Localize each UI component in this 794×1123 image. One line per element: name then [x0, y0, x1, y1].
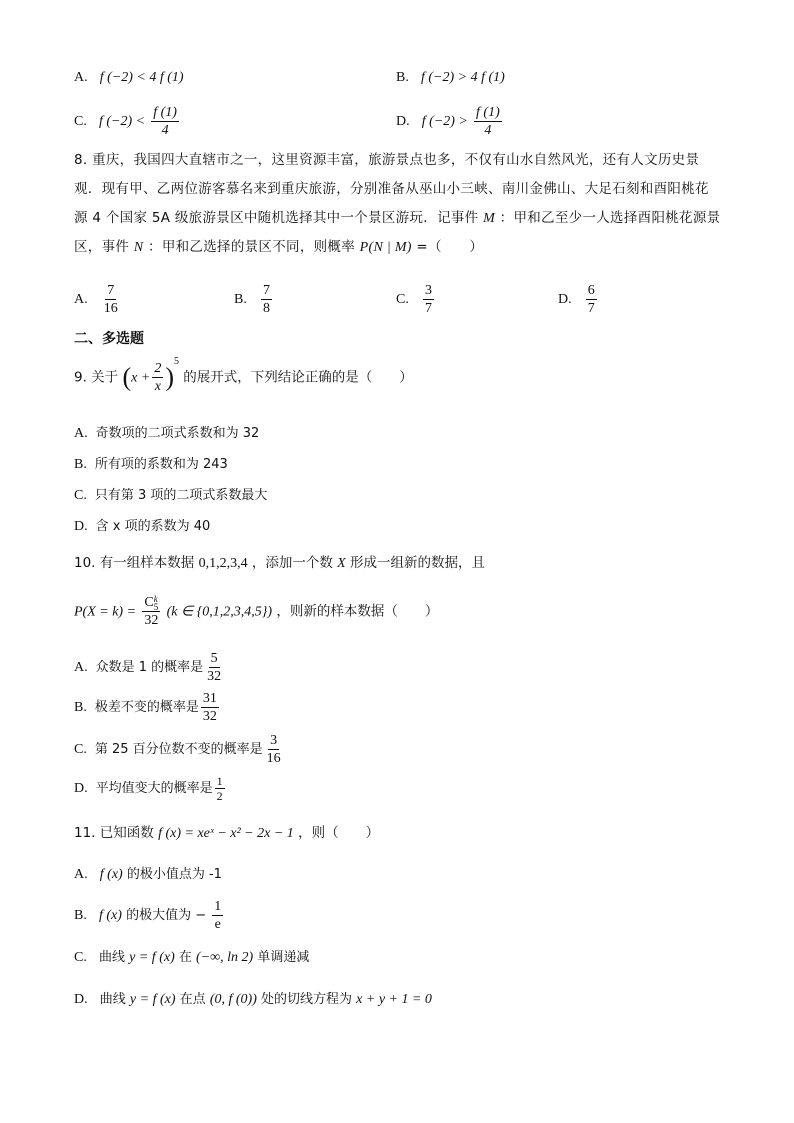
math-expression: f (−2) < 4 f (1) — [99, 70, 184, 85]
text: ，添加一个数 — [251, 555, 333, 571]
fraction-numerator: 1 — [216, 774, 223, 788]
option-label: B. — [74, 700, 87, 715]
math-expression: f (x) — [99, 867, 123, 882]
fraction-numerator: 7 — [262, 283, 270, 298]
text: ，则（ ） — [298, 825, 380, 841]
q8-line-3 — [74, 204, 724, 233]
fraction-numerator: 31 — [202, 691, 217, 706]
option-label: D. — [74, 992, 88, 1007]
q10-option-b — [74, 690, 221, 725]
q7-option-d — [396, 104, 504, 139]
option-text: 处的切线方程为 — [261, 992, 353, 1007]
q10-option-a — [74, 650, 225, 685]
math-expression: (k ∈ {0,1,2,3,4,5}) — [166, 604, 273, 620]
option-label: C. — [74, 114, 87, 129]
fraction-denominator: 4 — [484, 123, 492, 138]
math-expression: P(X = k) = — [74, 604, 137, 620]
point: (0, f (0)) — [209, 992, 257, 1007]
fraction-denominator: 7 — [424, 301, 432, 316]
text: ：甲和乙选择的景区不同，则概率 — [148, 239, 356, 255]
fraction — [205, 650, 223, 685]
fraction-numerator: 2 — [154, 361, 162, 376]
variable-x: X — [337, 556, 346, 571]
option-label: A. — [74, 70, 88, 85]
option-text: 曲线 — [98, 950, 125, 965]
fraction — [212, 898, 223, 933]
fraction — [586, 282, 597, 317]
option-label: C. — [74, 742, 87, 757]
option-label: B. — [74, 908, 87, 923]
option-label: C. — [74, 950, 87, 965]
math-expression: f (−2) > — [421, 114, 468, 129]
math-expression: x + — [131, 370, 151, 386]
binomial-c: C — [144, 595, 154, 610]
question-10-line-1 — [74, 551, 485, 572]
option-text: 含 x 项的系数为 40 — [95, 519, 211, 534]
q8-option-a — [74, 282, 122, 317]
fraction-denominator: 2 — [216, 789, 223, 803]
math-expression: f (x) — [98, 908, 122, 923]
option-text: 所有项的系数和为 243 — [94, 457, 228, 472]
fraction — [215, 774, 225, 803]
option-text: 曲线 — [99, 992, 126, 1007]
option-text: 只有第 3 项的二项式系数最大 — [94, 488, 268, 503]
fraction-numerator — [142, 594, 160, 612]
text: 10. 有一组样本数据 — [74, 555, 195, 571]
option-label: D. — [74, 781, 88, 796]
option-text: 众数是 1 的概率是 — [95, 660, 204, 675]
q7-option-c — [74, 104, 181, 139]
question-11 — [74, 821, 379, 842]
option-label: D. — [396, 114, 410, 129]
option-text: 单调递减 — [257, 950, 310, 965]
option-label: A. — [74, 292, 88, 307]
text: 源 4 个国家 5A 级旅游景区中随机选择其中一个景区游玩．记事件 — [74, 210, 479, 226]
fraction-numerator: 3 — [270, 733, 278, 748]
option-text: 第 25 百分位数不变的概率是 — [94, 742, 263, 757]
fraction-numerator: 7 — [107, 283, 115, 298]
option-text: 的极小值点为 -1 — [126, 867, 222, 882]
option-label: B. — [74, 457, 87, 472]
fraction — [142, 594, 160, 629]
fraction-numerator: 1 — [214, 899, 222, 914]
fraction-numerator: 5 — [210, 651, 218, 666]
fraction — [201, 690, 219, 725]
q9-option-d — [74, 515, 210, 535]
q8-line-4 — [74, 233, 724, 262]
paren-close: ) — [165, 362, 174, 392]
q11-option-b — [74, 898, 225, 933]
fraction-denominator: 16 — [266, 751, 281, 766]
option-text: 平均值变大的概率是 — [95, 781, 213, 796]
q8-option-c — [396, 282, 436, 317]
fraction-denominator: 32 — [207, 669, 222, 684]
q10-option-d — [74, 774, 227, 803]
paren-open: ( — [122, 362, 132, 392]
fraction-numerator: f (1) — [476, 105, 500, 120]
option-text: 在 — [178, 950, 192, 965]
superscript: k — [153, 593, 158, 604]
fraction-denominator: 4 — [161, 123, 169, 138]
question-10-line-2 — [74, 594, 438, 629]
option-label: A. — [74, 426, 88, 441]
fraction-denominator: x — [154, 379, 161, 394]
binomial-indices — [154, 595, 159, 611]
q8-line-2: 观．现有甲、乙两位游客慕名来到重庆旅游，分别准备从巫山小三峡、南川金佛山、大足石刻和酉阳桃花 — [74, 181, 709, 197]
exponent: 5 — [173, 356, 179, 367]
subscript: 5 — [153, 601, 159, 612]
fraction-numerator: 6 — [587, 283, 595, 298]
text: ，则新的样本数据（ ） — [276, 603, 439, 620]
section-heading: 二、多选题 — [74, 331, 144, 347]
math-expression: y = f (x) — [129, 992, 176, 1007]
option-label: D. — [558, 292, 572, 307]
option-label: A. — [74, 867, 88, 882]
option-label: B. — [234, 292, 247, 307]
math-expression: f (−2) > 4 f (1) — [420, 70, 505, 85]
fraction-denominator: e — [214, 917, 221, 932]
fraction — [151, 104, 179, 139]
function-definition: f (x) = xeˣ − x² − 2x − 1 — [158, 826, 294, 841]
q11-option-d — [74, 988, 432, 1008]
fraction-denominator: 16 — [103, 301, 118, 316]
text: 9. 关于 — [74, 369, 119, 386]
text: 形成一组新的数据，且 — [350, 555, 486, 571]
fraction-denominator: 8 — [262, 301, 270, 316]
fraction — [265, 732, 283, 767]
question-8 — [74, 146, 724, 262]
q7-option-a — [74, 70, 184, 86]
option-label: B. — [396, 70, 409, 85]
fraction — [102, 282, 120, 317]
interval: (−∞, ln 2) — [196, 950, 254, 965]
math-expression: f (−2) < — [98, 114, 146, 129]
conditional-probability: P(N | M) — [359, 240, 412, 255]
fraction — [152, 360, 163, 395]
fraction — [474, 104, 502, 139]
option-text: 极差不变的概率是 — [94, 700, 199, 715]
fraction-numerator: f (1) — [153, 105, 177, 120]
tangent-equation: x + y + 1 = 0 — [356, 992, 432, 1007]
q11-option-a — [74, 863, 222, 883]
option-label: A. — [74, 660, 88, 675]
option-text: 在点 — [179, 992, 206, 1007]
fraction — [423, 282, 434, 317]
sample-data: 0,1,2,3,4 — [198, 556, 248, 571]
text: =（ ） — [416, 239, 484, 255]
fraction — [261, 282, 272, 317]
text: 的展开式，下列结论正确的是（ ） — [183, 369, 413, 386]
option-label: C. — [396, 292, 409, 307]
event-m: M — [483, 211, 496, 226]
option-text: 的极大值为 − — [126, 908, 207, 923]
q9-option-a — [74, 422, 259, 442]
fraction-denominator: 7 — [587, 301, 595, 316]
math-expression: y = f (x) — [129, 950, 175, 965]
q8-option-d — [558, 282, 599, 317]
q8-line-1: 8. 重庆，我国四大直辖市之一，这里资源丰富，旅游景点也多，不仅有山水自然风光，还有人文历史景 — [74, 152, 700, 168]
q9-option-b — [74, 453, 228, 473]
question-9 — [74, 356, 413, 395]
text: 区，事件 — [74, 239, 130, 255]
q7-option-b — [396, 70, 505, 86]
text: 11. 已知函数 — [74, 825, 154, 841]
fraction-numerator: 3 — [424, 283, 432, 298]
option-label: C. — [74, 488, 87, 503]
option-label: D. — [74, 519, 88, 534]
fraction-denominator: 32 — [144, 613, 159, 628]
q11-option-c — [74, 946, 309, 966]
q10-option-c — [74, 732, 285, 767]
event-n: N — [133, 240, 144, 255]
q9-option-c — [74, 484, 267, 504]
text: ：甲和乙至少一人选择酉阳桃花源景 — [499, 210, 721, 226]
q8-option-b — [234, 282, 274, 317]
fraction-denominator: 32 — [202, 709, 217, 724]
option-text: 奇数项的二项式系数和为 32 — [95, 426, 260, 441]
